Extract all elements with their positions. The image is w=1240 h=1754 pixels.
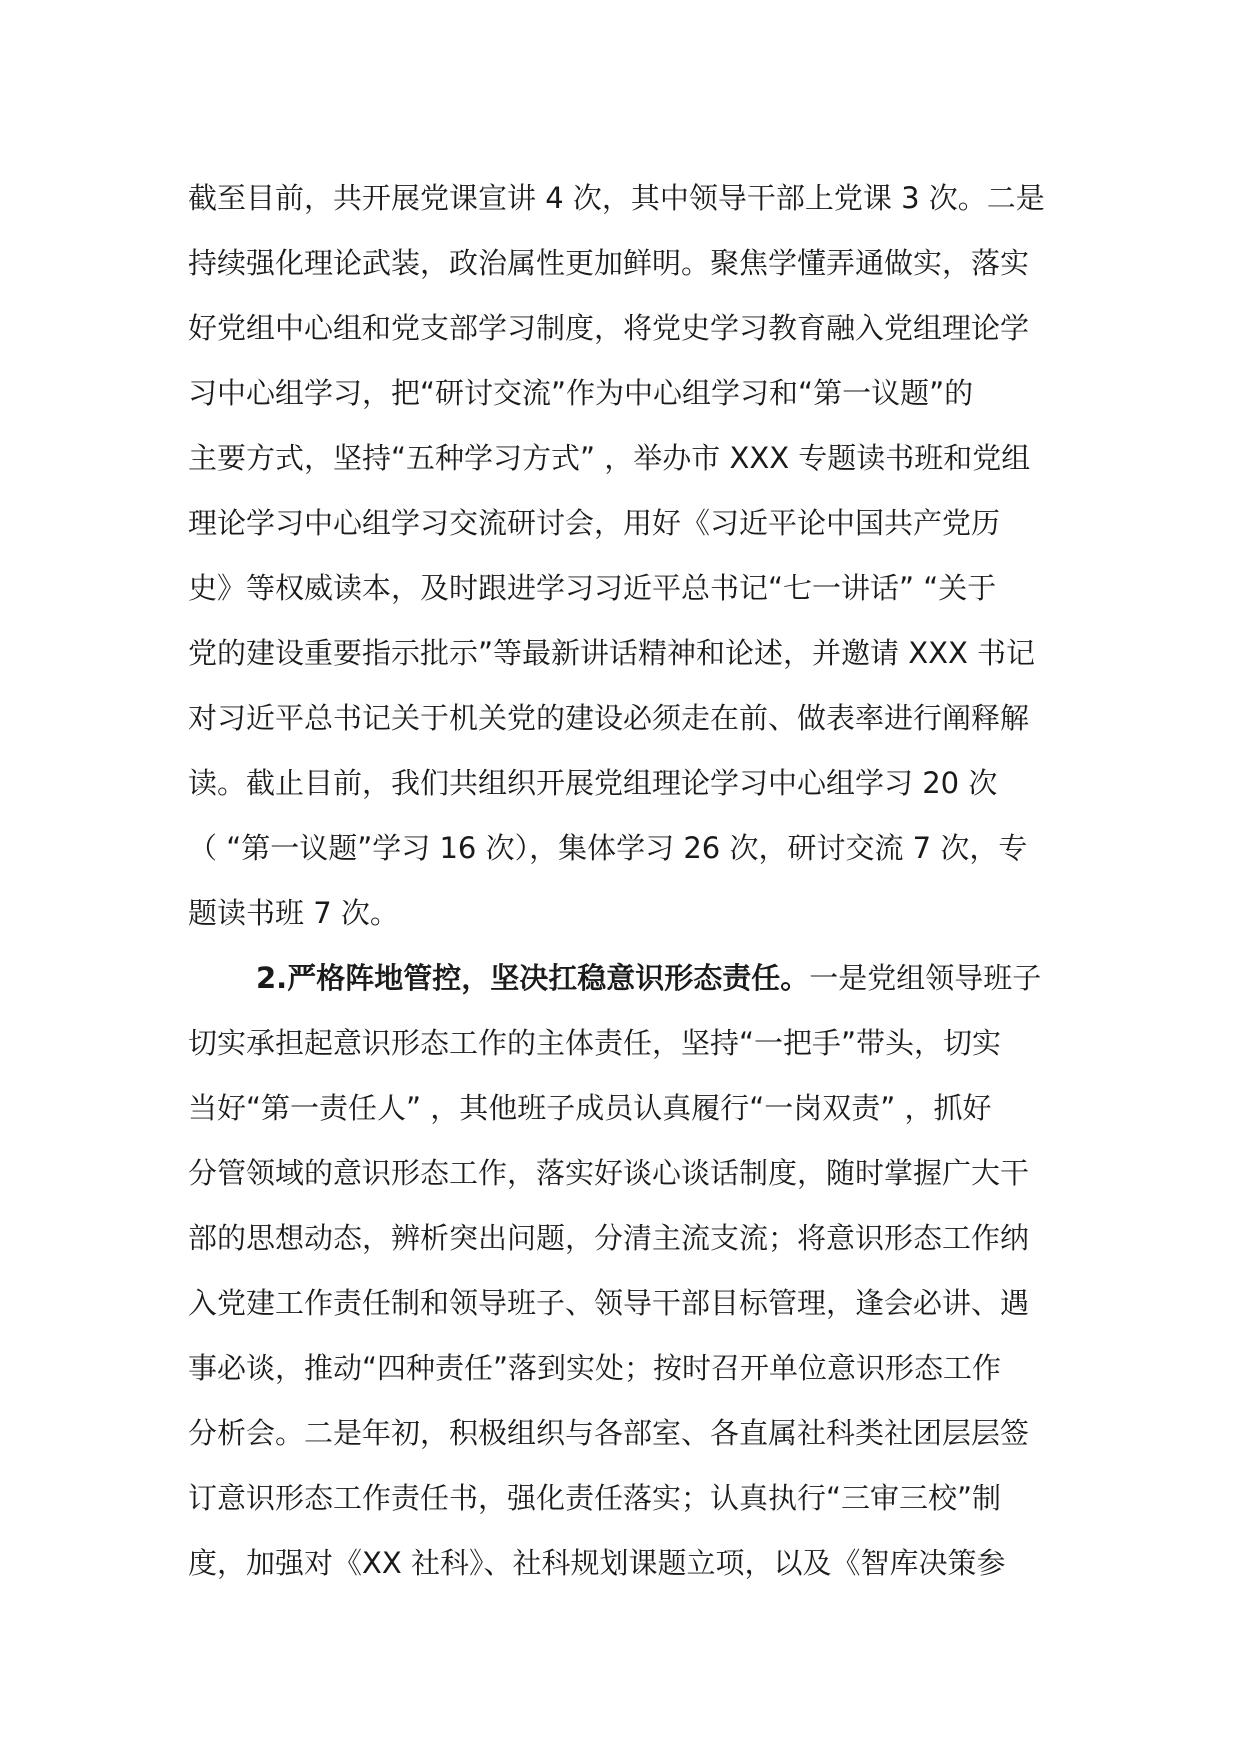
paragraph-line: 度，加强对《XX 社科》、社科规划课题立项，以及《智库决策参 — [188, 1546, 1006, 1580]
document-body — [188, 166, 1068, 1596]
paragraph-line: 题读书班 7 次。 — [188, 896, 399, 930]
paragraph-line: 入党建工作责任制和领导班子、领导干部目标管理，逢会必讲、遇 — [188, 1286, 1030, 1320]
paragraph-line: 党的建设重要指示批示”等最新讲话精神和论述，并邀请 XXX 书记 — [188, 636, 1036, 670]
paragraph-line: 分析会。二是年初，积极组织与各部室、各直属社科类社团层层签 — [188, 1416, 1030, 1450]
paragraph-line: 订意识形态工作责任书，强化责任落实；认真执行“三审三校”制 — [188, 1481, 1002, 1515]
paragraph-line: 主要方式，坚持“五种学习方式” ，举办市 XXX 专题读书班和党组 — [188, 441, 1031, 475]
paragraph-line: 事必谈，推动“四种责任”落到实处；按时召开单位意识形态工作 — [188, 1351, 1002, 1385]
paragraph-line: 持续强化理论武装，政治属性更加鲜明。聚焦学懂弄通做实，落实 — [188, 246, 1030, 280]
section-2-lead-text: 一是党组领导班子 — [809, 961, 1042, 995]
paragraph-line: 理论学习中心组学习交流研讨会，用好《习近平论中国共产党历 — [188, 506, 1001, 540]
paragraph-line: 当好“第一责任人” ，其他班子成员认真履行“一岗双责” ，抓好 — [188, 1091, 992, 1125]
paragraph-line: 习中心组学习，把“研讨交流”作为中心组学习和“第一议题”的 — [188, 376, 974, 410]
paragraph-line: 分管领域的意识形态工作，落实好谈心谈话制度，随时掌握广大干 — [188, 1156, 1030, 1190]
paragraph-line: 截至目前，共开展党课宣讲 4 次，其中领导干部上党课 3 次。二是 — [188, 181, 1045, 215]
paragraph-line: 好党组中心组和党支部学习制度，将党史学习教育融入党组理论学 — [188, 311, 1030, 345]
paragraph-line: 读。截止目前，我们共组织开展党组理论学习中心组学习 20 次 — [188, 766, 998, 800]
paragraph-line: （ “第一议题”学习 16 次），集体学习 26 次，研讨交流 7 次，专 — [188, 831, 1028, 865]
paragraph-line: 部的思想动态，辨析突出问题，分清主流支流；将意识形态工作纳 — [188, 1221, 1030, 1255]
paragraph-line: 切实承担起意识形态工作的主体责任，坚持“一把手”带头，切实 — [188, 1026, 1002, 1060]
section-2-first-line — [188, 946, 1068, 1011]
section-2-heading: 2.严格阵地管控，坚决扛稳意识形态责任。 — [256, 961, 810, 995]
paragraph-line: 史》等权威读本，及时跟进学习习近平总书记“七一讲话” “关于 — [188, 571, 997, 605]
paragraph-line: 对习近平总书记关于机关党的建设必须走在前、做表率进行阐释解 — [188, 701, 1030, 735]
